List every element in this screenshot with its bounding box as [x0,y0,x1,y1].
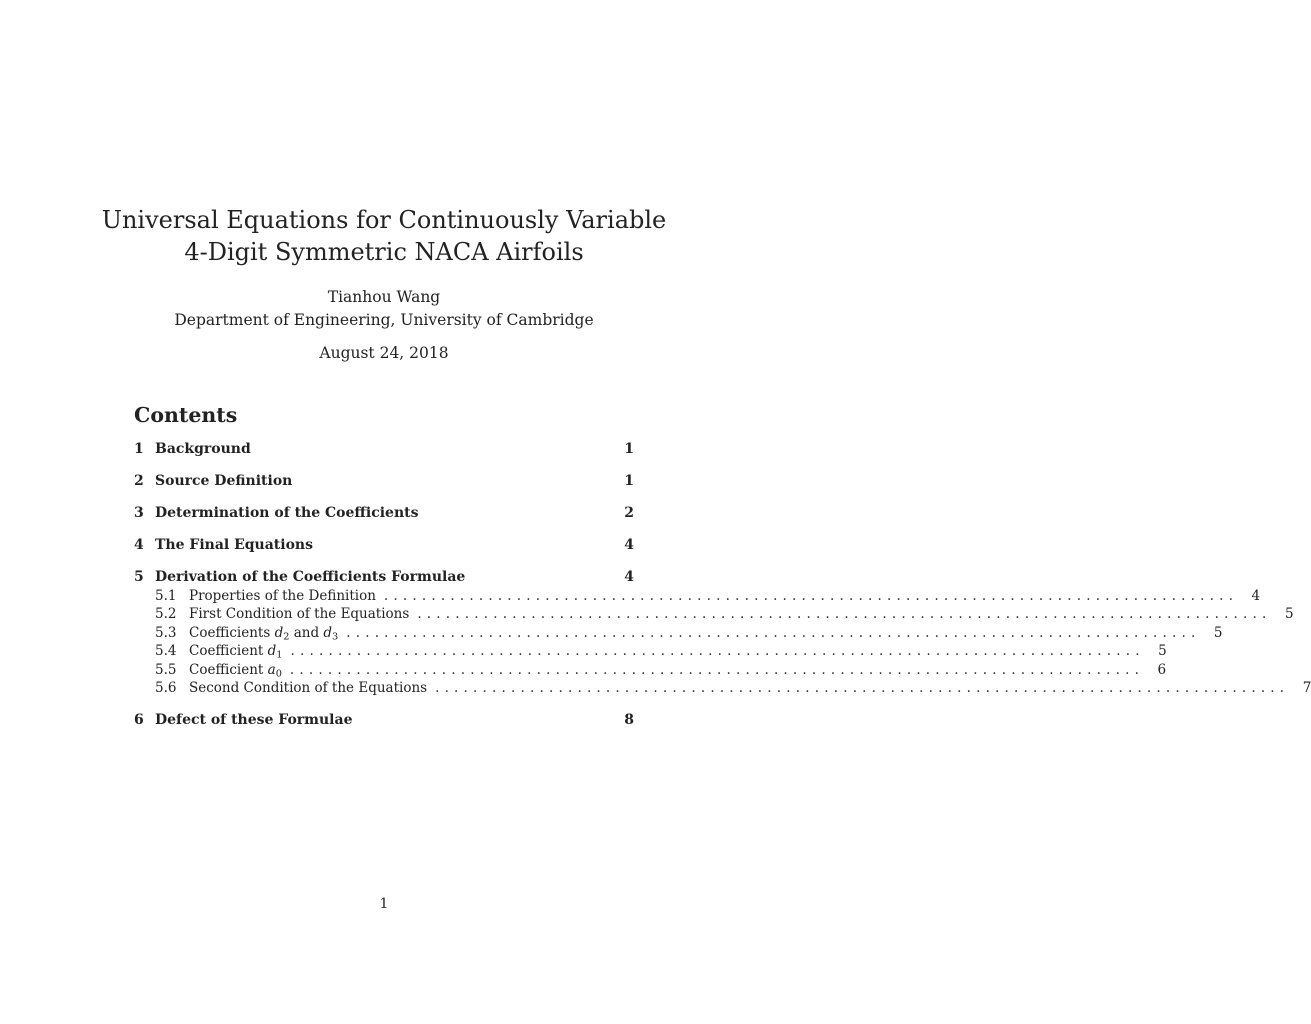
toc-title-text: Coefficient [189,661,268,678]
author-block [0,286,768,332]
toc-section-title: Determination of the Coefficients [155,505,419,521]
paper-title-line-1: Universal Equations for Continuously Variable [101,206,667,234]
page-number: 1 [379,896,389,912]
toc-subsection-page: 4 [1251,587,1261,604]
toc-dot-leader: .......................................................................................... [383,587,1239,604]
toc-section-title: Background [155,441,251,457]
toc-section-entry[interactable] [134,472,634,491]
toc-subsection-title: Properties of the Definition [189,587,376,604]
toc-section [134,536,634,555]
toc-subsection-number: 5.6 [155,680,177,696]
toc-section-entry[interactable] [134,711,634,730]
toc-section-number: 1 [134,441,144,457]
toc-section-number: 2 [134,473,144,489]
toc-subsection-entry[interactable] [134,679,1311,698]
toc-section-title: Defect of these Formulae [155,712,353,728]
toc-section-entry[interactable] [134,536,634,555]
toc-subsection-title [189,624,338,643]
toc-subsection-number: 5.3 [155,624,177,641]
toc-dot-leader: .......................................................................................... [435,680,1290,696]
toc-title-text: Coefficients [189,624,275,641]
toc-subsection-page: 5 [1213,624,1223,641]
toc-section-page: 1 [624,473,634,489]
toc-dot-leader: .......................................................................................... [417,606,1272,622]
toc-section-title: Derivation of the Coefficients Formulae [155,569,466,585]
toc-section [134,472,634,491]
toc-title-text: Coefficient [189,643,268,659]
toc-subsection-entry[interactable] [134,587,1261,606]
math-variable: a [267,661,276,678]
toc-subsection-number: 5.2 [155,606,177,622]
toc-dot-leader: .......................................................................................... [346,624,1201,641]
math-variable: d [274,624,284,641]
author-name: Tianhou Wang [327,288,441,306]
toc-section [134,568,1311,698]
toc-section [134,440,634,459]
toc-section-number: 6 [134,712,144,728]
toc-section-number: 3 [134,505,144,521]
toc-subsection-number: 5.5 [155,661,177,678]
toc-section-page: 8 [624,712,634,728]
toc-subsection-number: 5.4 [155,643,177,659]
toc-subsection-entry[interactable] [134,661,1167,680]
toc-section-number: 5 [134,569,144,585]
toc-subsection-number: 5.1 [155,587,177,604]
toc-section-page: 4 [624,569,634,585]
toc-subsection-page: 5 [1284,606,1294,622]
toc-section-title: Source Definition [155,473,293,489]
contents-heading: Contents [134,403,238,427]
toc-section-page: 2 [624,505,634,521]
math-subscript: 3 [332,630,339,642]
toc-subsection-page: 6 [1157,661,1167,678]
toc-subsection-title [189,642,282,661]
author-affiliation: Department of Engineering, University of Cambridge [174,311,594,329]
math-subscript: 2 [283,630,290,642]
toc-dot-leader: .......................................................................................... [289,661,1145,678]
math-symbol [268,662,282,678]
paper-title-line-2: 4-Digit Symmetric NACA Airfoils [184,238,584,266]
math-subscript: 1 [276,649,283,661]
toc-section-page: 1 [624,441,634,457]
toc-subsection-title: Second Condition of the Equations [189,680,428,696]
toc-subsection-page: 7 [1302,680,1311,696]
table-of-contents [134,440,1311,743]
paper-title [0,204,768,268]
math-symbol [268,643,283,659]
paper-date: August 24, 2018 [319,344,449,362]
toc-section-title: The Final Equations [155,537,313,553]
toc-subsection-entry[interactable] [134,605,1294,624]
toc-section-page: 4 [624,537,634,553]
math-variable: d [267,643,277,659]
toc-section-entry[interactable] [134,440,634,459]
toc-subsection-page: 5 [1158,643,1167,659]
math-symbol [323,625,338,641]
toc-section-entry[interactable] [134,504,634,523]
toc-dot-leader: .......................................................................................... [290,643,1145,659]
toc-section-number: 4 [134,537,144,553]
toc-section [134,711,634,730]
toc-title-text: and [289,624,324,641]
toc-subsection-title [189,661,282,680]
math-subscript: 0 [275,667,282,679]
toc-subsection-title: First Condition of the Equations [189,606,410,622]
math-variable: d [323,624,333,641]
toc-section [134,504,634,523]
toc-subsection-entry[interactable] [134,624,1223,643]
toc-subsection-entry[interactable] [134,642,1167,661]
toc-section-entry[interactable] [134,568,634,587]
math-symbol [275,625,290,641]
